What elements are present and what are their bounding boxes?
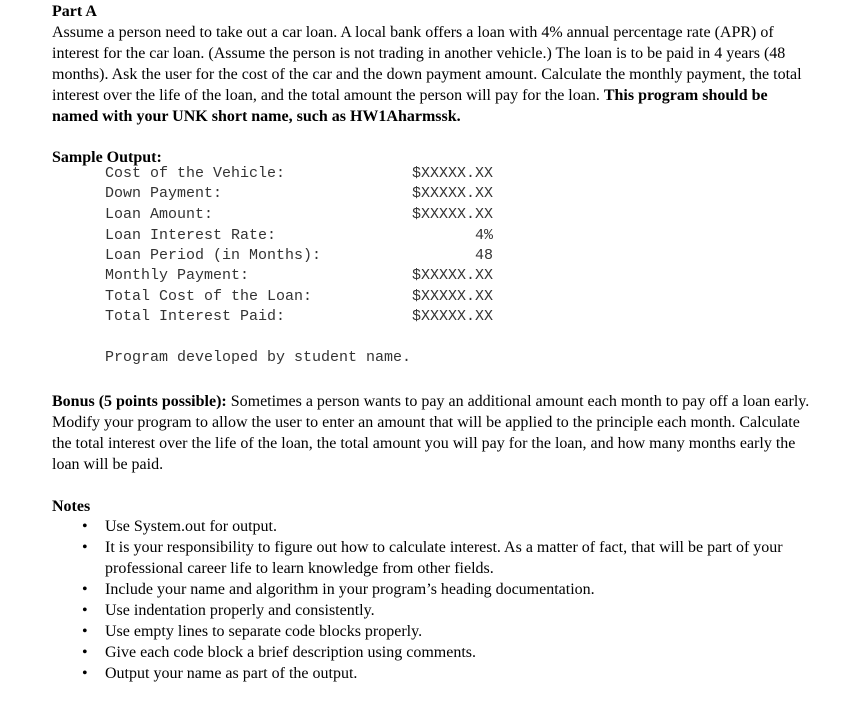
notes-list-item xyxy=(52,642,792,663)
bullet-icon: • xyxy=(82,539,88,556)
sample-output-row xyxy=(105,225,493,246)
sample-output-row xyxy=(105,184,493,204)
notes-item-text: Include your name and algorithm in your program’s heading documentation. xyxy=(105,581,595,598)
bullet-icon: • xyxy=(82,623,88,640)
notes-item-text: It is your responsibility to figure out how to calculate interest. As a matter of fact, that will be part of your professional career life to learn knowledge from other fields. xyxy=(105,539,783,577)
notes-item-text: Output your name as part of the output. xyxy=(105,665,358,682)
sample-output-row xyxy=(105,307,493,327)
sample-output-label: Cost of the Vehicle: xyxy=(105,165,286,182)
sample-output-table xyxy=(105,164,493,327)
bullet-icon: • xyxy=(82,518,88,535)
notes-list-item xyxy=(52,621,792,642)
sample-output-label: Loan Amount: xyxy=(105,205,214,223)
sample-output-value: $XXXXX.XX xyxy=(411,205,493,223)
part-a-text: Assume a person need to take out a car loan. A local bank offers a loan with 4% annual percentage rate (APR) of interest for the car loan. (Assume the person is not trading in another vehicle.) The loan is to be paid in 4 years (48 months). Ask the user for the cost of the car and the down payment amount. Calculate the monthly payment, the total interest over the life of the loan, and the total amount the person will pay for the loan. xyxy=(52,24,802,104)
notes-list xyxy=(52,516,792,684)
sample-output-label: Total Cost of the Loan: xyxy=(105,287,313,305)
notes-list-item xyxy=(52,600,792,621)
notes-list-item xyxy=(52,663,792,684)
sample-output-label: Loan Period (in Months): xyxy=(105,247,322,265)
part-a-naming-requirement: This program should be named with your UNK short name, such as HW1Aharmssk. xyxy=(52,87,768,125)
notes-item-text: Use empty lines to separate code blocks properly. xyxy=(105,623,423,640)
sample-output-label: Monthly Payment: xyxy=(105,267,250,285)
bonus-heading: Bonus (5 points possible): xyxy=(52,393,227,410)
sample-output-row xyxy=(105,287,493,307)
sample-output-value: $XXXXX.XX xyxy=(411,287,493,305)
bullet-icon: • xyxy=(82,581,88,598)
sample-output-value: 4% xyxy=(474,226,493,244)
sample-output-row xyxy=(105,266,493,286)
sample-output-row xyxy=(105,246,493,266)
sample-output-row xyxy=(105,205,493,225)
part-a-paragraph xyxy=(52,22,812,127)
notes-item-text: Use System.out for output. xyxy=(105,518,277,535)
sample-output-value: $XXXXX.XX xyxy=(411,165,493,182)
sample-output-value: $XXXXX.XX xyxy=(411,308,493,326)
sample-output-label: Down Payment: xyxy=(105,185,223,203)
part-a-heading: Part A xyxy=(52,3,97,20)
sample-output-value: 48 xyxy=(474,247,493,265)
notes-item-text: Give each code block a brief description using comments. xyxy=(105,644,476,661)
sample-output-value: $XXXXX.XX xyxy=(411,185,493,203)
sample-output-footer: Program developed by student name. xyxy=(105,349,412,366)
sample-output-label: Total Interest Paid: xyxy=(105,308,286,326)
sample-output-value: $XXXXX.XX xyxy=(411,267,493,285)
notes-heading: Notes xyxy=(52,498,91,515)
notes-list-item xyxy=(52,579,792,600)
sample-output-label: Loan Interest Rate: xyxy=(105,226,277,244)
sample-output-heading: Sample Output: xyxy=(52,149,162,166)
bonus-text: Sometimes a person wants to pay an additional amount each month to pay off a loan early. Modify your program to allow the user to enter an amount that will be applied to the principle each month. Calculate the total interest over the life of the loan, the total amount you will pay for the loan, and how many months early the loan will be paid. xyxy=(52,393,810,473)
sample-output-row xyxy=(105,164,493,184)
bullet-icon: • xyxy=(82,602,88,619)
notes-list-item xyxy=(52,516,792,537)
bullet-icon: • xyxy=(82,665,88,682)
notes-item-text: Use indentation properly and consistently. xyxy=(105,602,375,619)
notes-list-item xyxy=(52,537,792,579)
bullet-icon: • xyxy=(82,644,88,661)
bonus-paragraph xyxy=(52,391,812,475)
